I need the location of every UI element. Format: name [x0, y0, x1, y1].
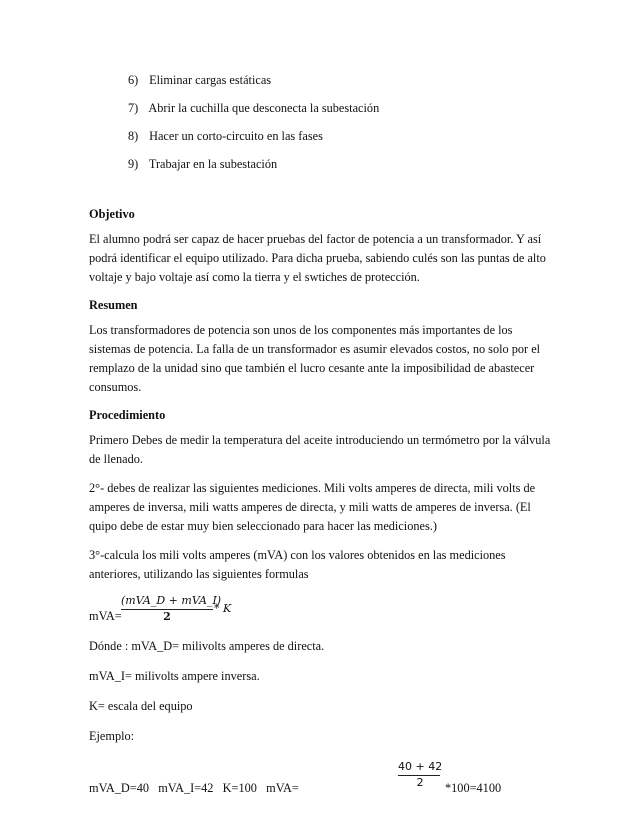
list-item — [128, 72, 379, 100]
resumen-heading: Resumen — [89, 298, 138, 312]
example-denominator: 2 — [416, 776, 424, 789]
example-fraction — [398, 760, 442, 789]
list-item — [128, 156, 379, 184]
list-text: Abrir la cuchilla que desconecta la subestación — [148, 101, 380, 115]
example-values: mVA_D=40 mVA_I=42 K=100 mVA= — [89, 781, 299, 795]
example-result: *100=4100 — [445, 781, 502, 795]
ejemplo-label: Ejemplo: — [89, 729, 135, 743]
objetivo-text: El alumno podrá ser capaz de hacer pruebas del factor de potencia a un transformador. Y así podrá identificar el equipo utilizado. Para dicha prueba, sabiendo culés son las puntas de alto voltaje y bajo voltaje así como la tierra y el swtiches de protección. — [89, 232, 546, 284]
procedimiento-step-2: 2°- debes de realizar las siguientes mediciones. Mili volts amperes de directa, mili volts de amperes de inversa, mili watts amperes de directa, y mili watts de amperes de inversa. (El quipo debe de estar muy bien seleccionado para hacer las mediciones.) — [89, 481, 536, 533]
formula-lhs: mVA= — [89, 609, 122, 623]
objetivo-heading: Objetivo — [89, 207, 135, 221]
definition-k: K= escala del equipo — [89, 699, 193, 713]
resumen-text: Los transformadores de potencia son unos de los componentes más importantes de los sistemas de potencia. La falla de un transformador es asumir elevados costos, no solo por el remplazo de la unidad sino que también el lucro cesante ante la imposibilidad de abastecer consumos. — [89, 323, 541, 394]
formula-denominator: 2 — [163, 610, 171, 623]
formula-fraction — [121, 594, 222, 623]
list-number: 6) — [128, 73, 139, 87]
formula-times-k: * K — [214, 602, 232, 615]
list-text: Hacer un corto-circuito en las fases — [149, 129, 323, 143]
definition-mva-i: mVA_I= milivolts ampere inversa. — [89, 669, 260, 683]
example-numerator: 40 + 42 — [398, 760, 443, 773]
definition-mva-d: Dónde : mVA_D= milivolts amperes de directa. — [89, 639, 325, 653]
list-item — [128, 100, 379, 128]
procedimiento-step-1: Primero Debes de medir la temperatura del aceite introduciendo un termómetro por la válvula de llenado. — [89, 433, 551, 466]
mva-formula — [89, 594, 551, 628]
example-calculation — [89, 758, 551, 798]
numbered-list — [128, 72, 379, 184]
formula-numerator: (mVA_D + mVA_I) — [121, 594, 222, 607]
procedimiento-step-3: 3°-calcula los mili volts amperes (mVA) con los valores obtenidos en las mediciones anteriores, utilizando las siguientes formulas — [89, 548, 506, 581]
list-number: 8) — [128, 129, 139, 143]
list-item — [128, 128, 379, 156]
list-number: 7) — [128, 101, 139, 115]
document-body — [89, 206, 551, 798]
list-number: 9) — [128, 157, 139, 171]
list-text: Eliminar cargas estáticas — [149, 73, 272, 87]
procedimiento-heading: Procedimiento — [89, 408, 166, 422]
list-text: Trabajar en la subestación — [148, 157, 278, 171]
